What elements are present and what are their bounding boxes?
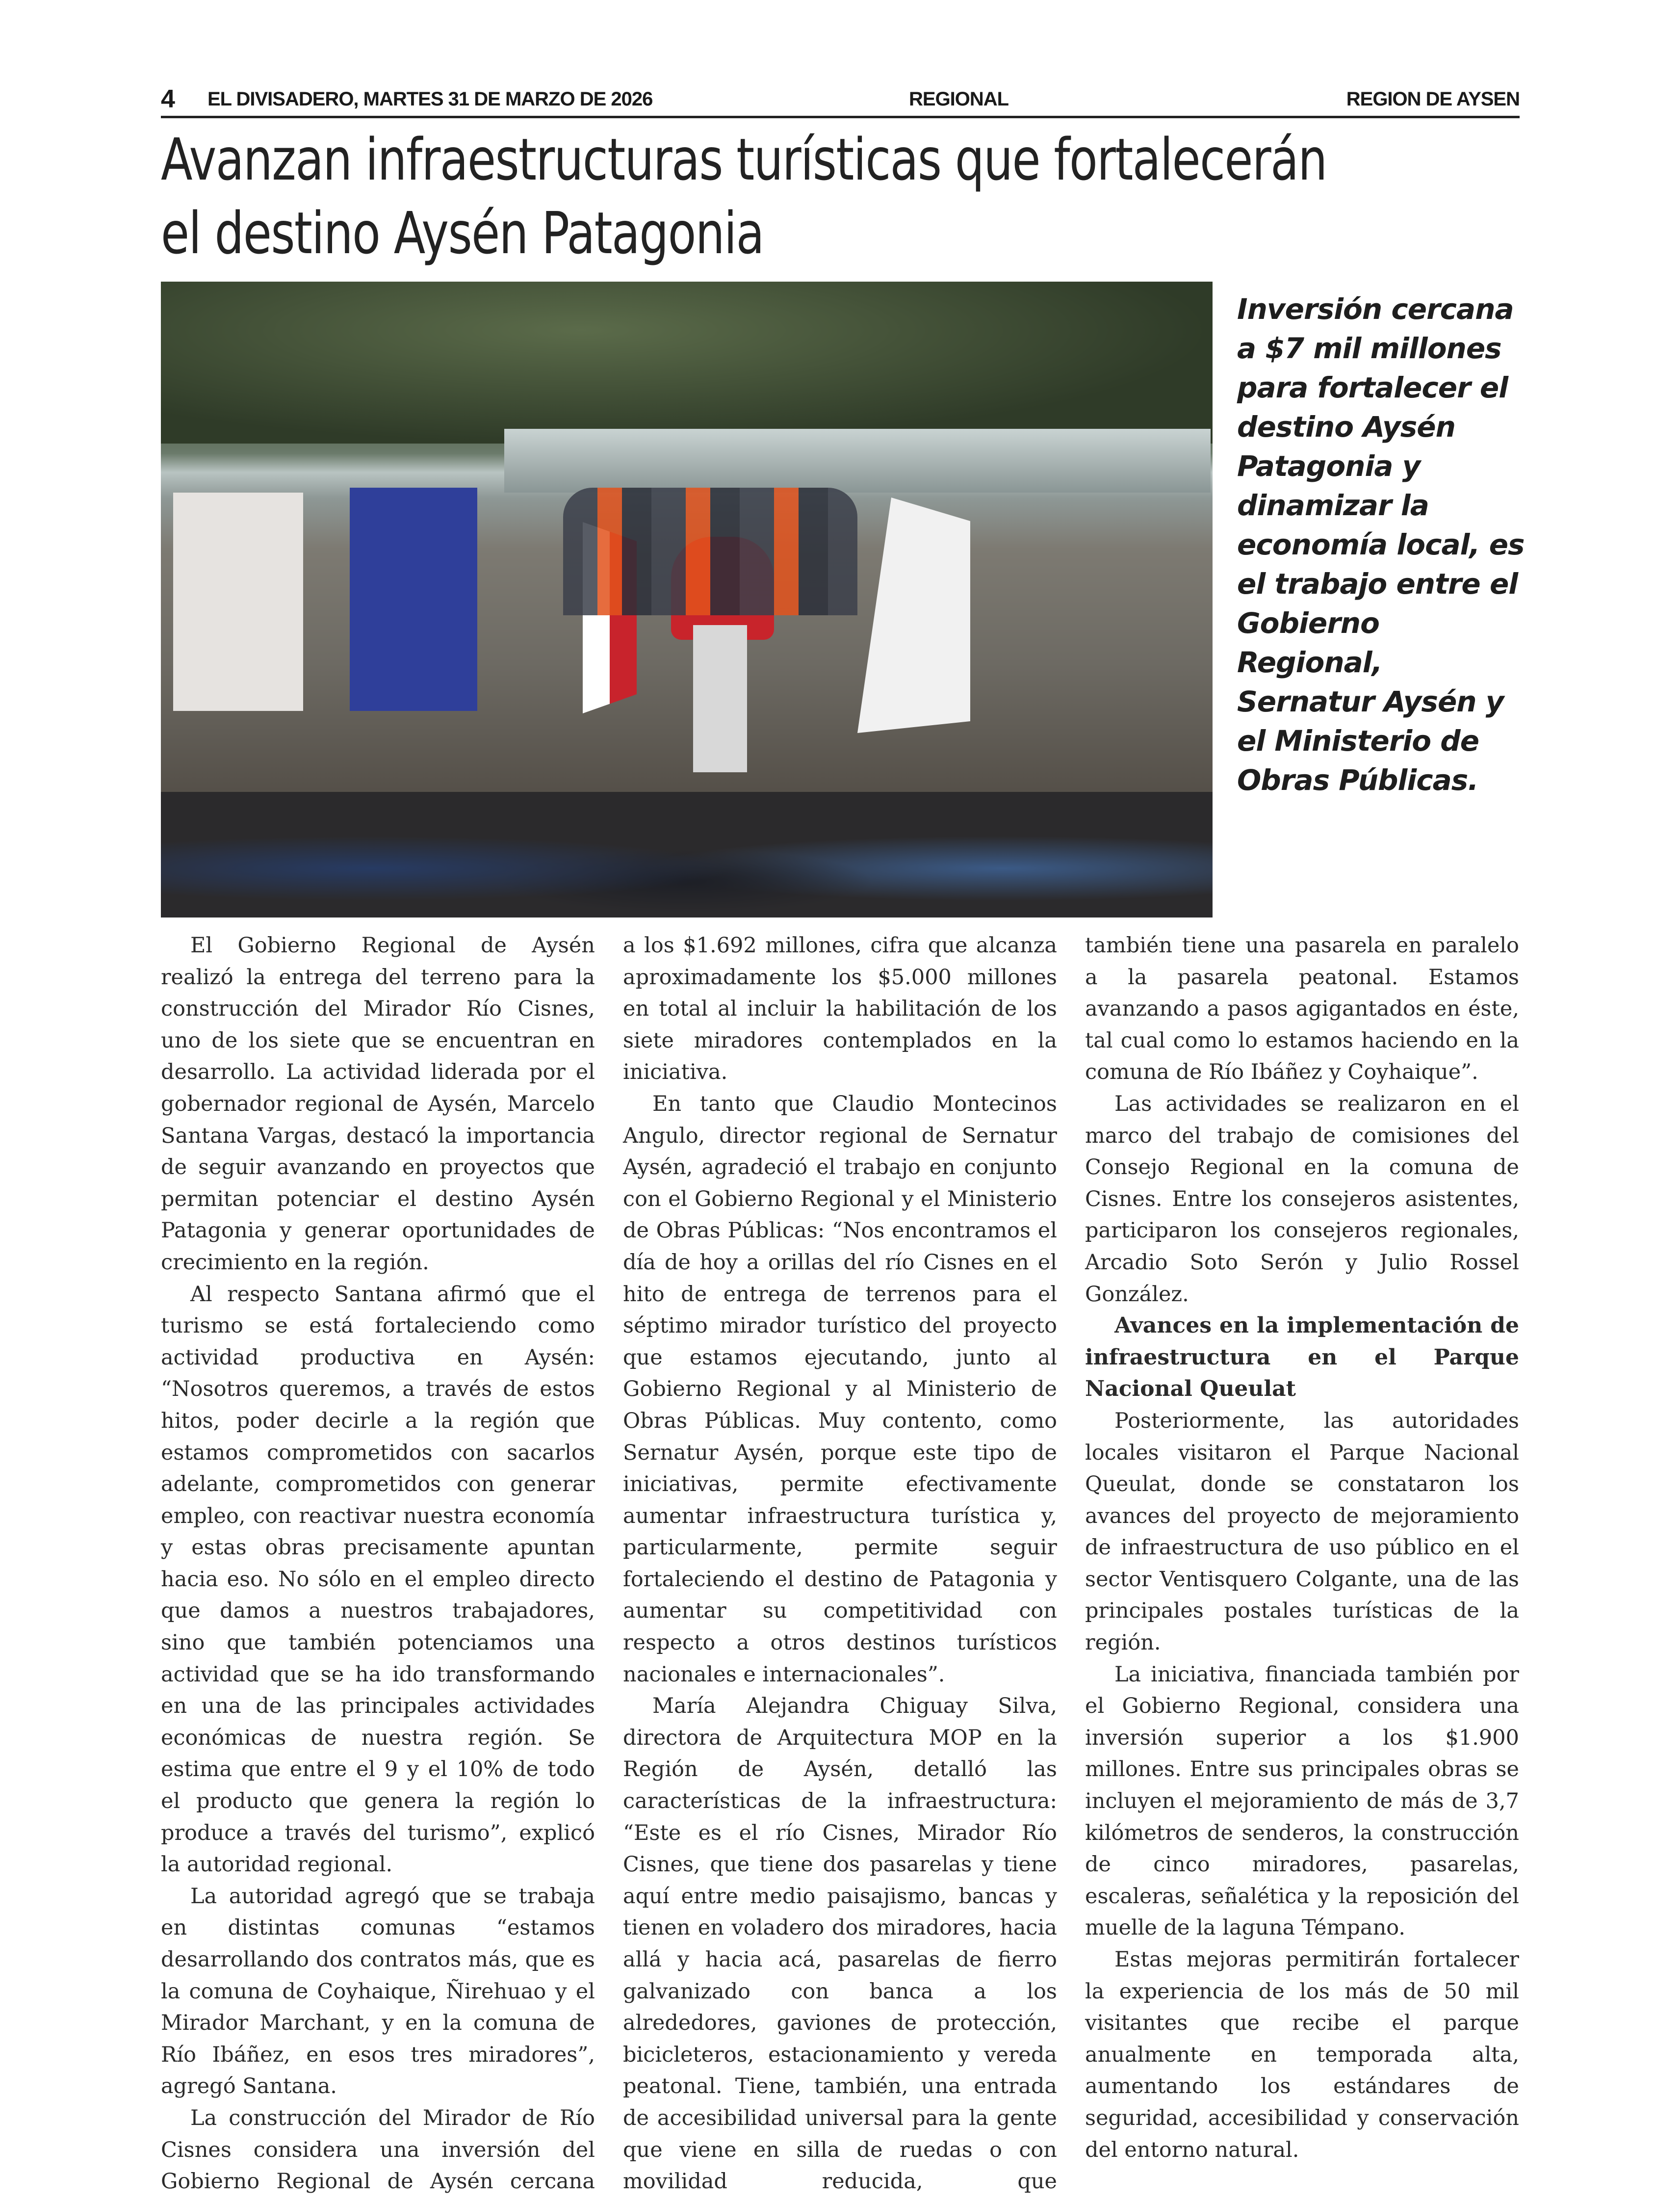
- paragraph: Estas mejoras permitirán fortalecer la experiencia de los más de 50 mil visitantes que recibe el parque anualmente en temporada alta, aumentando los estándares de seguridad, accesibilidad y conservación del entorno natural.: [1085, 1947, 1519, 2162]
- river: [504, 429, 1211, 493]
- subheading: Avances en la implementación de infraestructura en el Parque Nacional Queulat: [1085, 1313, 1519, 1402]
- page-header: [161, 85, 1520, 116]
- aysen-flag: [857, 498, 970, 733]
- paragraph: Posteriormente, las autoridades locales visitaron el Parque Nacional Queulat, donde se constataron los avances del proyecto de mejoramiento de infraestructura de uso público en el sector Ventisquero Colgante, una de las principales postales turísticas de la región.: [1085, 1408, 1519, 1655]
- paragraph: El Gobierno Regional de Aysén realizó la entrega del terreno para la construcción del Mirador Río Cisnes, uno de los siete que se encuentran en desarrollo. La actividad liderada por el gobernador regional de Aysén, Marcelo Santana Vargas, destacó la importancia de seguir avanzando en proyectos que permitan potenciar el destino Aysén Patagonia y generar oportunidades de crecimiento en la región.: [161, 933, 595, 1275]
- forest-background: [161, 282, 1213, 444]
- paragraph: Al respecto Santana afirmó que el turismo se está fortaleciendo como actividad productiva en Aysén: “Nosotros queremos, a través de estos hitos, poder decirle a la región que estamos comprometidos con sacarlos adelante, comprometidos con generar empleo, con reactivar nuestra economía y estas obras precisamente apuntan hacia eso. No sólo en el empleo directo que damos a nuestros trabajadores, sino que también potenciamos una actividad que se ha ido transformando en una de las principales actividades económicas de nuestra región. Se estima que entre el 9 y el 10% de todo el producto que genera la región lo produce a través del turismo”, explicó la autoridad regional.: [161, 1282, 595, 1877]
- region-label: REGION DE AYSEN: [1346, 88, 1520, 110]
- title-line-2: el destino Aysén Patagonia: [161, 199, 764, 267]
- article-column-3: [1085, 930, 1519, 2166]
- banner-gobierno-regional: [350, 488, 477, 711]
- publication-date: EL DIVISADERO, MARTES 31 DE MARZO DE 2026: [207, 88, 653, 110]
- audience-foreground: [161, 792, 1213, 918]
- paragraph: María Alejandra Chiguay Silva, directora de Arquitectura MOP en la Región de Aysén, detalló las características de la infraestructura: “Este es el río Cisnes, Mirador Río Cisnes, que tiene dos pasarelas y tiene aquí entre medio paisajismo, bancas y tienen en voladero dos miradores, hacia allá y hacia acá, pasarelas de fierro galvanizado con banca a los alrededores, gaviones de protección, bicicleteros, estacionamiento y vereda peatonal. Tiene, también, una entrada de accesibilidad universal para la gente que viene en silla de ruedas o con movilidad reducida, que: [623, 1694, 1057, 2194]
- article-column-2: [623, 930, 1057, 2198]
- article-title: [161, 123, 1534, 270]
- paragraph: La iniciativa, financiada también por el Gobierno Regional, considera una inversión superior a los $1.900 millones. Entre sus principales obras se incluyen el mejoramiento de más de 3,7 kilómetros de senderos, la construcción de cinco miradores, pasarelas, escaleras, señalética y la reposición del muelle de la laguna Témpano.: [1085, 1662, 1519, 1940]
- workers-group: [563, 488, 857, 615]
- paragraph: En tanto que Claudio Montecinos Angulo, director regional de Sernatur Aysén, agradeció el trabajo en conjunto con el Gobierno Regional y el Ministerio de Obras Públicas: “Nos encontramos el día de hoy a orillas del río Cisnes en el hito de entrega de terrenos para el séptimo mirador turístico del proyecto que estamos ejecutando, junto al Gobierno Regional y al Ministerio de Obras Públicas. Muy contento, como Sernatur Aysén, porque este tipo de iniciativas, permite efectivamente aumentar infraestructura turística y, particularmente, permite seguir fortaleciendo el destino de Patagonia y aumentar su competitividad con respecto a otros destinos turísticos nacionales e internacionales”.: [623, 1091, 1057, 1687]
- article-column-1: [161, 930, 595, 2198]
- paragraph: La autoridad agregó que se trabaja en distintas comunas “estamos desarrollando dos contratos más, que es la comuna de Coyhaique, Ñirehuao y el Mirador Marchant, y en la comuna de Río Ibáñez, en esos tres miradores”, agregó Santana.: [161, 1884, 595, 2099]
- paragraph: Las actividades se realizaron en el marco del trabajo de comisiones del Consejo Regional en la comuna de Cisnes. Entre los consejeros asistentes, participaron los consejeros regionales, Arcadio Soto Serón y Julio Rossel González.: [1085, 1091, 1519, 1307]
- title-line-1: Avanzan infraestructuras turísticas que fortalecerán: [161, 126, 1327, 193]
- paragraph: también tiene una pasarela en paralelo a la pasarela peatonal. Estamos avanzando a pasos agigantados en éste, tal cual como lo estamos haciendo en la comuna de Río Ibáñez y Coyhaique”.: [1085, 933, 1519, 1085]
- pull-quote: Inversión cercana a $7 mil millones para fortalecer el destino Aysén Patagonia y dinamizar la economía local, es el trabajo entre el Gobierno Regional, Sernatur Aysén y el Ministerio de Obras Públicas.: [1237, 292, 1525, 797]
- paragraph: a los $1.692 millones, cifra que alcanza aproximadamente los $5.000 millones en total al incluir la habilitación de los siete miradores contemplados en la iniciativa.: [623, 933, 1057, 1085]
- header-rule: [161, 116, 1520, 118]
- page-number: 4: [161, 85, 175, 113]
- section-label: REGIONAL: [909, 88, 1009, 110]
- banner-region-aysen: [173, 493, 303, 711]
- podium: [693, 625, 747, 772]
- article-photo: [161, 282, 1213, 918]
- paragraph: La construcción del Mirador de Río Cisnes considera una inversión del Gobierno Regional de Aysén cercana: [161, 2105, 595, 2194]
